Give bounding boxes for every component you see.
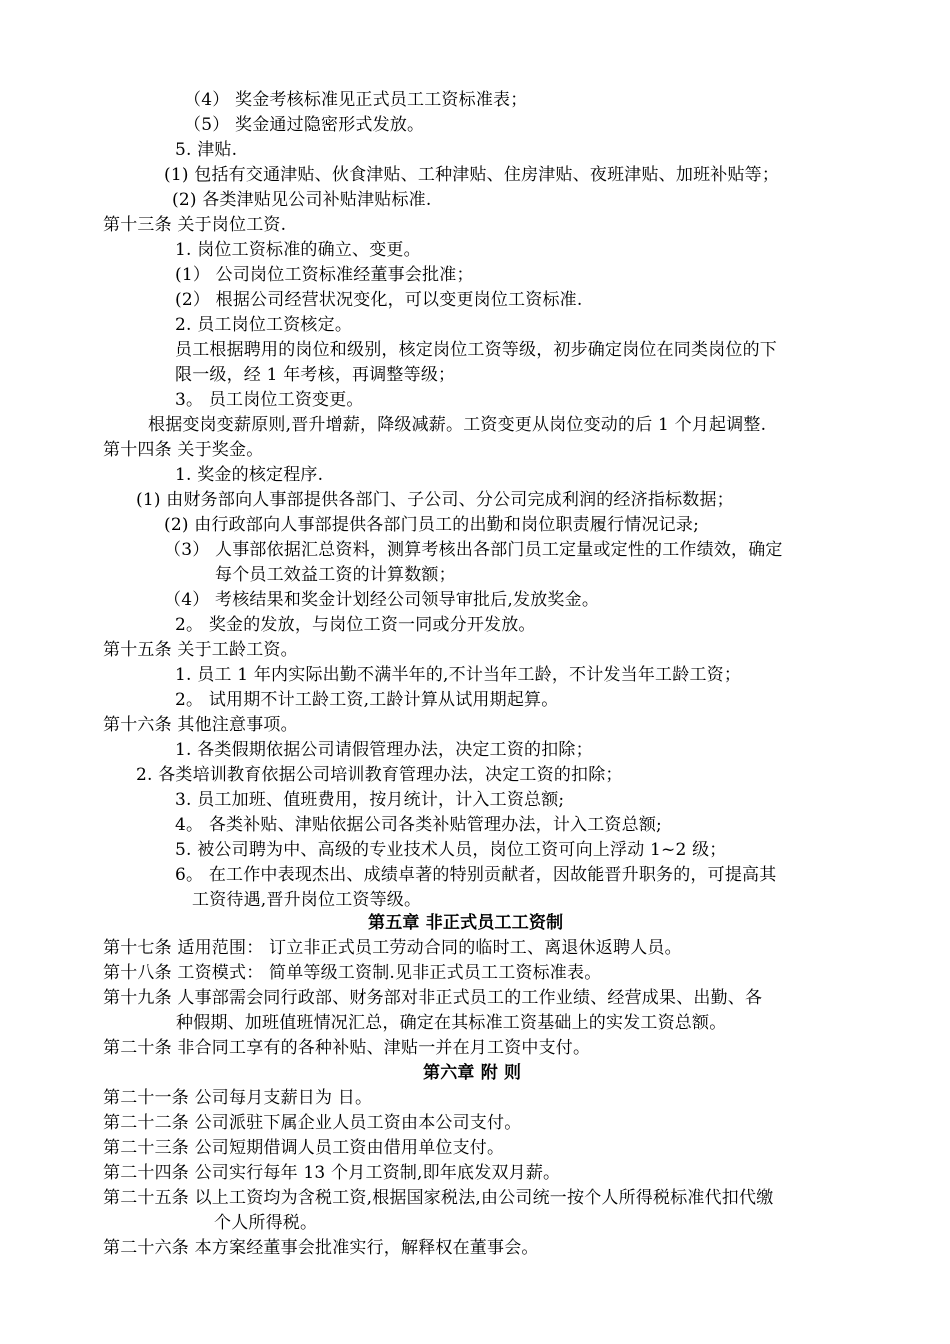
text-line: 1. 岗位工资标准的确立、变更。 — [175, 240, 421, 260]
text-line: 2。 试用期不计工龄工资,工龄计算从试用期起算。 — [175, 690, 559, 710]
text-line: 2。 奖金的发放，与岗位工资一同或分开发放。 — [175, 615, 536, 635]
text-line: 1. 奖金的核定程序. — [175, 465, 324, 485]
chapter-heading: 第六章 附 则 — [423, 1063, 522, 1083]
article-heading: 第十四条 关于奖金。 — [103, 440, 264, 460]
article-heading: 第十八条 工资模式： 简单等级工资制.见非正式员工工资标准表。 — [103, 963, 602, 983]
text-line: 1. 员工 1 年内实际出勤不满半年的,不计当年工龄，不计发当年工龄工资； — [175, 665, 742, 685]
text-line: (1) 由财务部向人事部提供各部门、子公司、分公司完成利润的经济指标数据； — [136, 490, 734, 510]
article-heading: 第十七条 适用范围： 订立非正式员工劳动合同的临时工、离退休返聘人员。 — [103, 938, 682, 958]
article-heading: 第十九条 人事部需会同行政部、财务部对非正式员工的工作业绩、经营成果、出勤、各 — [103, 988, 763, 1008]
text-line: （3） 人事部依据汇总资料，测算考核出各部门员工定量或定性的工作绩效，确定 — [164, 540, 783, 560]
text-line: 员工根据聘用的岗位和级别，核定岗位工资等级，初步确定岗位在同类岗位的下 — [175, 340, 777, 360]
text-line: （5） 奖金通过隐密形式发放。 — [184, 115, 425, 135]
text-line: (2) 由行政部向人事部提供各部门员工的出勤和岗位职责履行情况记录; — [164, 515, 700, 535]
text-line: 每个员工效益工资的计算数额； — [215, 565, 456, 585]
article-heading: 第二十五条 以上工资均为含税工资,根据国家税法,由公司统一按个人所得税标准代扣代缴 — [103, 1188, 774, 1208]
text-line: 3。 员工岗位工资变更。 — [175, 390, 364, 410]
text-line: (1） 公司岗位工资标准经董事会批准； — [175, 265, 474, 285]
text-line: (2） 根据公司经营状况变化，可以变更岗位工资标准. — [175, 290, 583, 310]
article-heading: 第十六条 其他注意事项。 — [103, 715, 298, 735]
article-heading: 第二十二条 公司派驻下属企业人员工资由本公司支付。 — [103, 1113, 522, 1133]
article-heading: 第二十六条 本方案经董事会批准实行，解释权在董事会。 — [103, 1238, 539, 1258]
text-line: 6。 在工作中表现杰出、成绩卓著的特别贡献者，因故能晋升职务的，可提高其 — [175, 865, 777, 885]
text-line: 个人所得税。 — [214, 1213, 318, 1233]
article-heading: 第二十一条 公司每月支薪日为 日。 — [103, 1088, 373, 1108]
text-line: （4） 考核结果和奖金计划经公司领导审批后,发放奖金。 — [164, 590, 600, 610]
article-heading: 第二十四条 公司实行每年 13 个月工资制,即年底发双月薪。 — [103, 1163, 561, 1183]
text-line: 限一级，经 1 年考核，再调整等级； — [175, 365, 456, 385]
text-line: （4） 奖金考核标准见正式员工工资标准表； — [184, 90, 528, 110]
text-line: 4。 各类补贴、津贴依据公司各类补贴管理办法，计入工资总额; — [175, 815, 662, 835]
article-heading: 第二十条 非合同工享有的各种补贴、津贴一并在月工资中支付。 — [103, 1038, 591, 1058]
article-heading: 第二十三条 公司短期借调人员工资由借用单位支付。 — [103, 1138, 505, 1158]
text-line: 2. 各类培训教育依据公司培训教育管理办法，决定工资的扣除； — [136, 765, 623, 785]
text-line: 3. 员工加班、值班费用，按月统计，计入工资总额; — [175, 790, 565, 810]
article-heading: 第十三条 关于岗位工资. — [103, 215, 287, 235]
article-heading: 第十五条 关于工龄工资。 — [103, 640, 298, 660]
chapter-heading: 第五章 非正式员工工资制 — [368, 913, 564, 933]
text-line: (1) 包括有交通津贴、伙食津贴、工种津贴、住房津贴、夜班津贴、加班补贴等； — [164, 165, 780, 185]
text-line: 5. 被公司聘为中、高级的专业技术人员，岗位工资可向上浮动 1~2 级； — [175, 840, 727, 860]
text-line: 1. 各类假期依据公司请假管理办法，决定工资的扣除； — [175, 740, 593, 760]
text-line: 种假期、加班值班情况汇总，确定在其标准工资基础上的实发工资总额。 — [176, 1013, 727, 1033]
text-line: 根据变岗变薪原则,晋升增薪，降级减薪。工资变更从岗位变动的后 1 个月起调整. — [148, 415, 767, 435]
text-line: 2. 员工岗位工资核定。 — [175, 315, 353, 335]
text-line: (2) 各类津贴见公司补贴津贴标准. — [172, 190, 432, 210]
text-line: 5. 津贴. — [175, 140, 238, 160]
text-line: 工资待遇,晋升岗位工资等级。 — [192, 890, 422, 910]
